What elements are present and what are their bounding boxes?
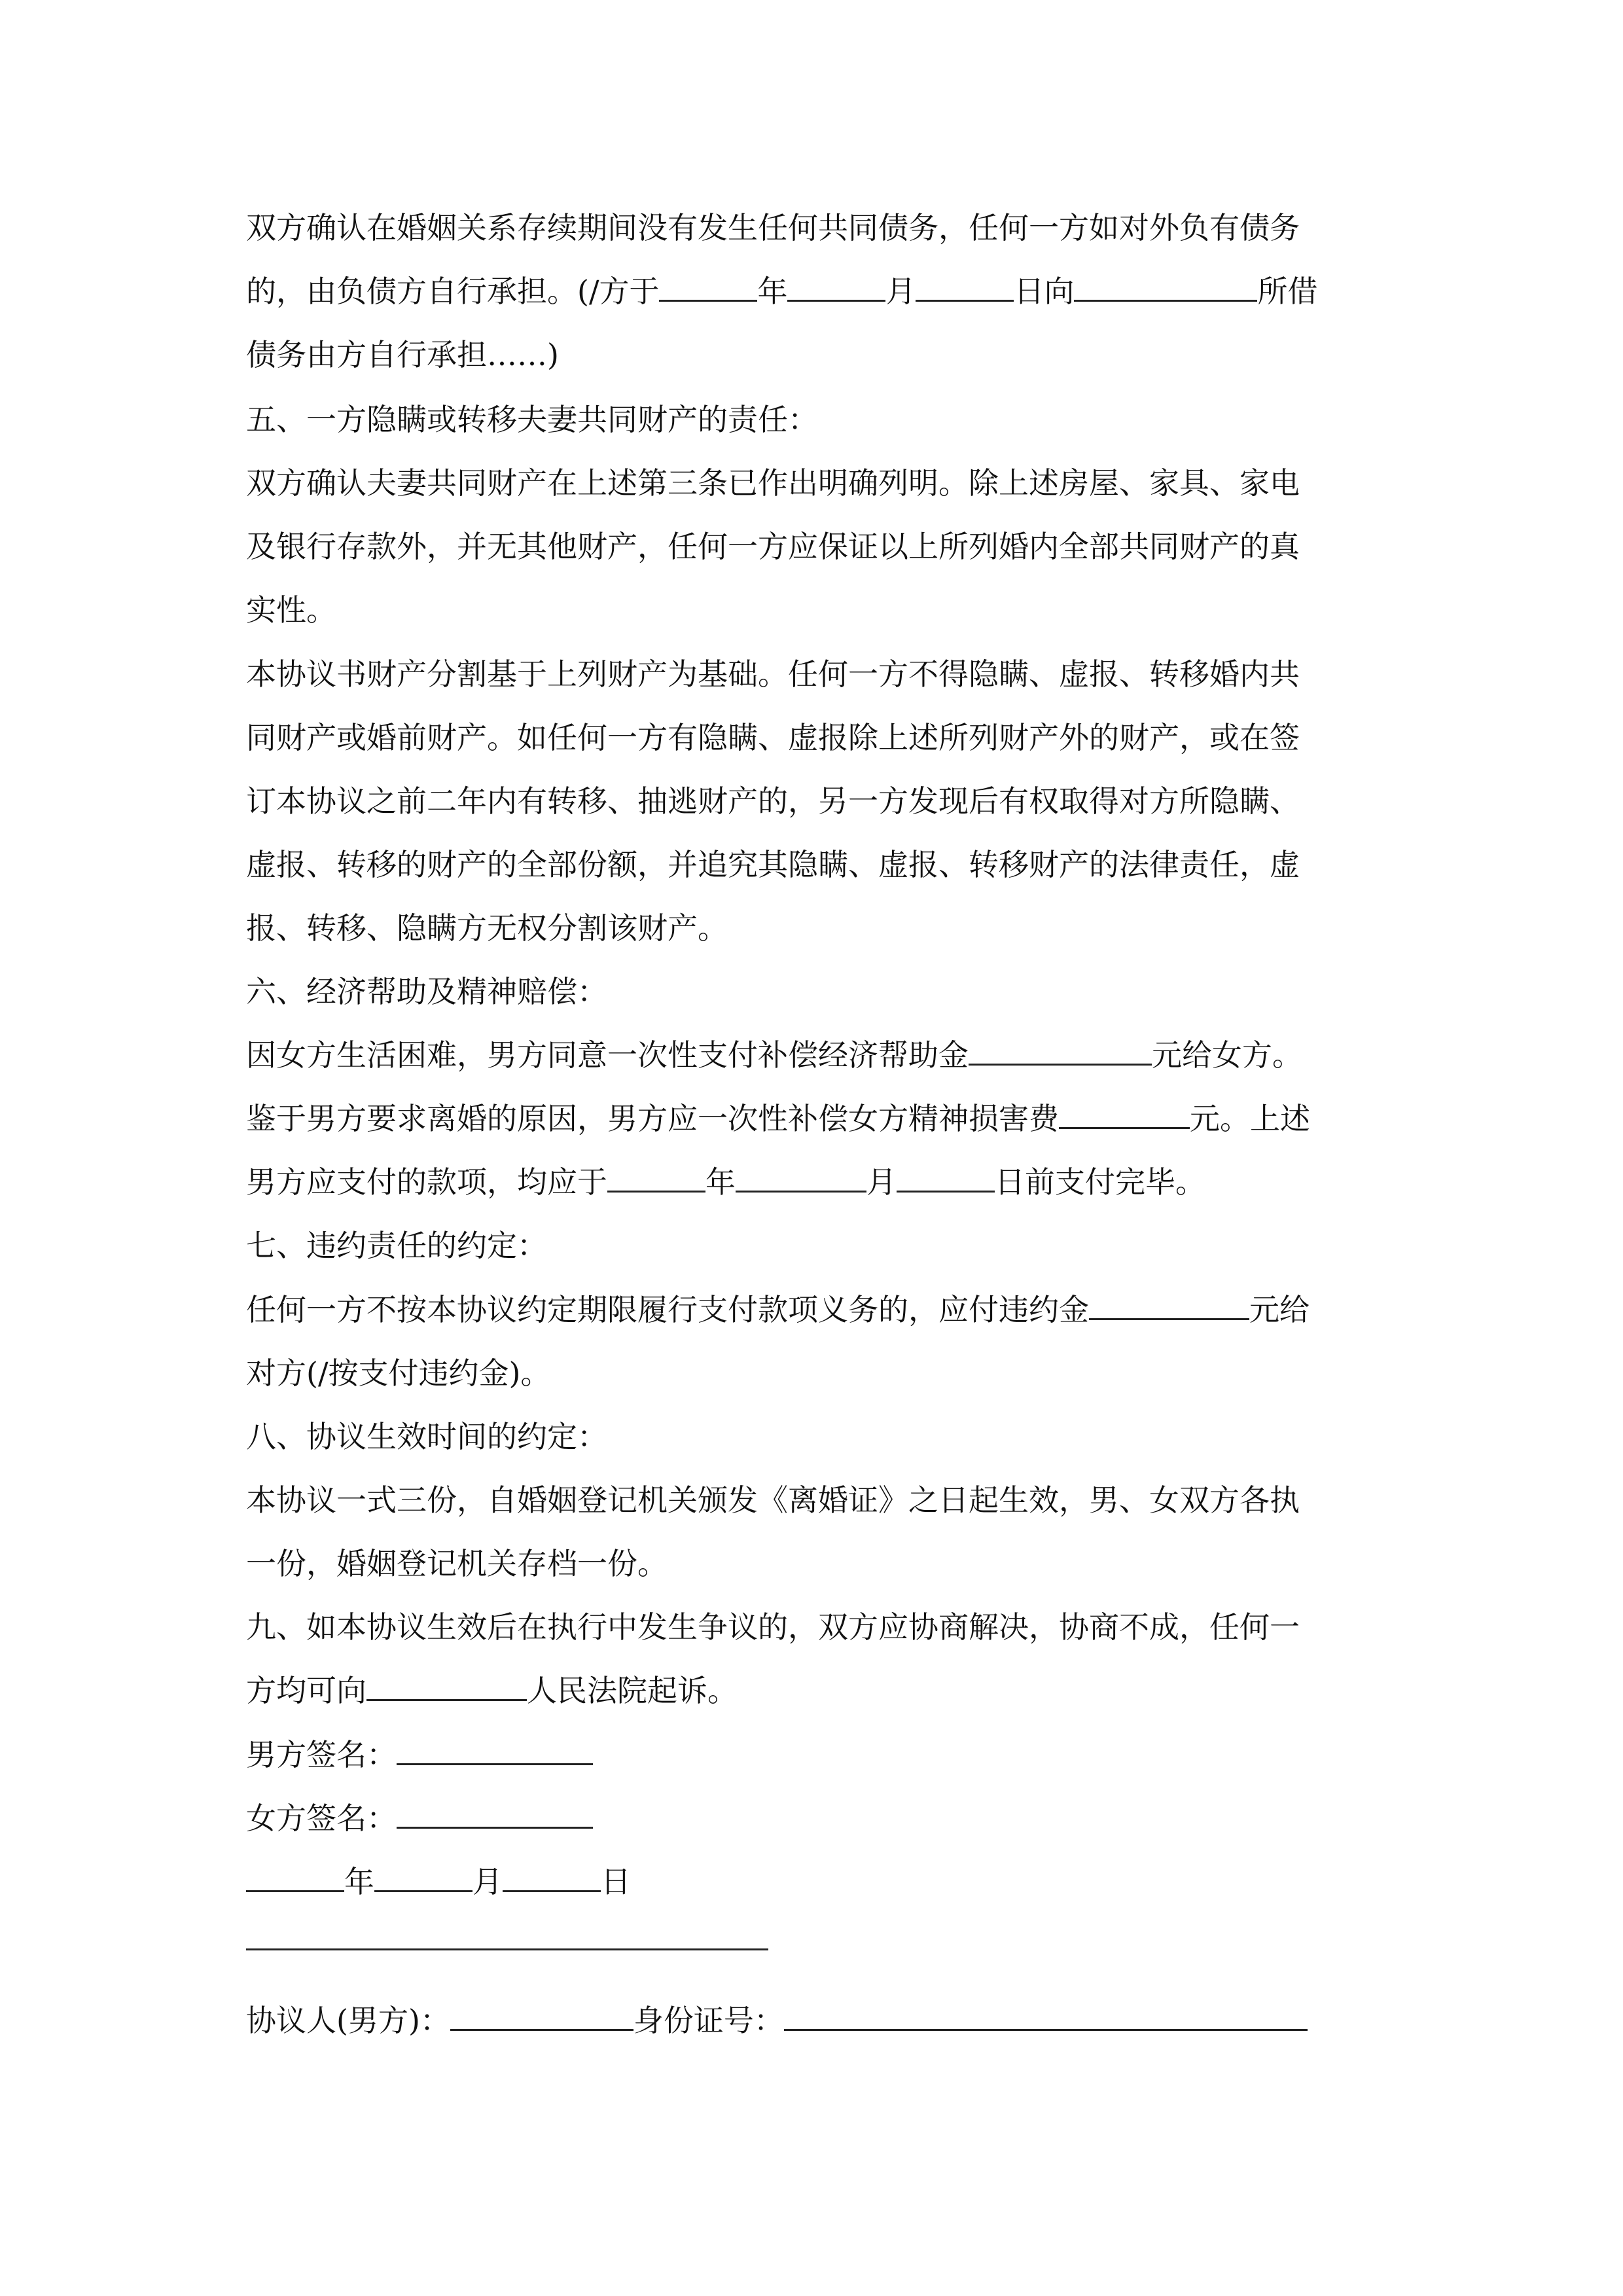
signature-blank	[397, 1734, 593, 1765]
blank-field	[787, 271, 885, 302]
blank-field	[736, 1162, 866, 1193]
blank-field	[503, 1861, 601, 1892]
blank-field	[897, 1162, 995, 1193]
blank-field	[659, 271, 757, 302]
section-heading: 五、一方隐瞒或转移夫妻共同财产的责任：	[246, 402, 818, 437]
paragraph-line: 一份，婚姻登记机关存档一份。	[246, 1546, 668, 1581]
paragraph-line: 对方(/按支付违约金)。	[246, 1355, 551, 1391]
paragraph-line: 男方应支付的款项，均应于 年 月 日前支付完毕。	[246, 1159, 1424, 1205]
paragraph-line: 报、转移、隐瞒方无权分割该财产。	[246, 910, 728, 946]
section-heading: 八、协议生效时间的约定：	[246, 1419, 607, 1454]
signature-line-male: 男方签名：	[246, 1732, 1424, 1778]
blank-field	[246, 1861, 344, 1892]
paragraph-line: 双方确认在婚姻关系存续期间没有发生任何共同债务，任何一方如对外负有债务	[246, 210, 1300, 245]
date-line: 年 月 日	[246, 1859, 1424, 1905]
blank-field	[607, 1162, 705, 1193]
paragraph-line: 方均可向 人民法院起诉。	[246, 1668, 1424, 1713]
paragraph-line: 的，由负债方自行承担。(/方于 年 月 日向 所借	[246, 268, 1424, 314]
paragraph-line: 双方确认夫妻共同财产在上述第三条已作出明确列明。除上述房屋、家具、家电	[246, 465, 1300, 501]
blank-field	[366, 1670, 527, 1701]
paragraph-line: 实性。	[246, 592, 336, 628]
paragraph-line: 鉴于男方要求离婚的原因，男方应一次性补偿女方精神损害费 元。上述	[246, 1096, 1424, 1141]
blank-field	[374, 1861, 473, 1892]
blank-field	[916, 271, 1014, 302]
paragraph-line: 九、如本协议生效后在执行中发生争议的，双方应协商解决，协商不成，任何一	[246, 1609, 1300, 1645]
paragraph-line: 任何一方不按本协议约定期限履行支付款项义务的，应付违约金 元给	[246, 1287, 1424, 1333]
signature-blank	[397, 1798, 593, 1829]
section-heading: 六、经济帮助及精神赔偿：	[246, 974, 607, 1009]
blank-field	[1059, 1098, 1190, 1129]
paragraph-line: 订本协议之前二年内有转移、抽逃财产的，另一方发现后有权取得对方所隐瞒、	[246, 783, 1300, 819]
paragraph-line: 本协议一式三份，自婚姻登记机关颁发《离婚证》之日起生效，男、女双方各执	[246, 1482, 1300, 1518]
blank-field	[1074, 271, 1257, 302]
blank-field	[969, 1035, 1152, 1066]
paragraph-line: 虚报、转移的财产的全部份额，并追究其隐瞒、虚报、转移财产的法律责任，虚	[246, 847, 1300, 882]
paragraph-line: 债务由方自行承担……)	[246, 337, 559, 372]
paragraph-line: 及银行存款外，并无其他财产，任何一方应保证以上所列婚内全部共同财产的真	[246, 529, 1300, 564]
blank-field	[1089, 1289, 1249, 1320]
paragraph-line: 本协议书财产分割基于上列财产为基础。任何一方不得隐瞒、虚报、转移婚内共	[246, 656, 1300, 692]
section-heading: 七、违约责任的约定：	[246, 1228, 547, 1263]
party-id-line: 协议人(男方)： 身份证号：	[246, 1998, 1424, 2043]
blank-field	[784, 2000, 1308, 2031]
separator-line	[246, 1948, 768, 1950]
paragraph-line: 同财产或婚前财产。如任何一方有隐瞒、虚报除上述所列财产外的财产，或在签	[246, 720, 1300, 755]
signature-line-female: 女方签名：	[246, 1795, 1424, 1841]
blank-field	[450, 2000, 633, 2031]
paragraph-line: 因女方生活困难，男方同意一次性支付补偿经济帮助金 元给女方。	[246, 1032, 1424, 1078]
